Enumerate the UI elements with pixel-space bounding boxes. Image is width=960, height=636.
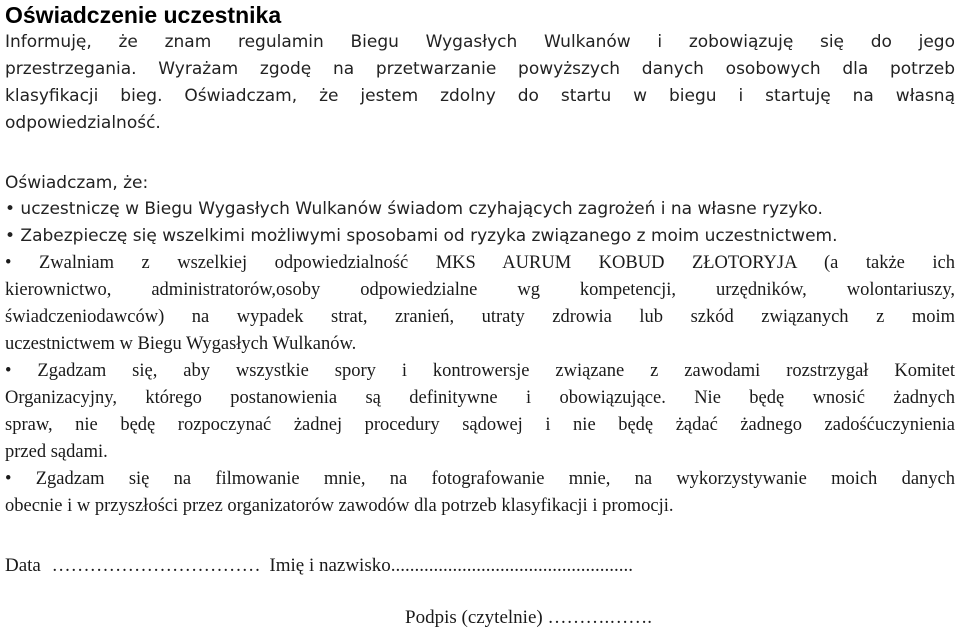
declaration-item-disputes: [5, 358, 955, 466]
list-item-line: obecnie i w przyszłości przez organizatorów zawodów dla potrzeb klasyfikacji i promocji.: [5, 496, 674, 516]
declaration-list: [5, 196, 955, 520]
list-item-line: kierownictwo, administratorów,osoby odpowiedzialne wg kompetencji, urzędników, wolontariuszy,: [5, 280, 955, 300]
signature-field[interactable]: ……….…….: [547, 607, 652, 628]
declaration-heading-text: Oświadczam, że:: [5, 173, 149, 193]
intro-paragraph: [5, 29, 955, 137]
intro-line: klasyfikacji bieg. Oświadczam, że jestem zdolny do startu w biegu i startuję na własną: [5, 86, 955, 106]
list-item: • Zabezpieczę się wszelkimi możliwymi sposobami od ryzyka związanego z moim uczestnictwem.: [5, 226, 838, 246]
list-item-line: • Zgadzam się na filmowanie mnie, na fotografowanie mnie, na wykorzystywanie moich danych: [5, 469, 955, 489]
document-title: Oświadczenie uczestnika: [5, 2, 282, 28]
declaration-heading: [5, 170, 955, 197]
declaration-item-media: [5, 466, 955, 520]
list-item-line: spraw, nie będę rozpoczynać żadnej procedury sądowej i nie będę żądać żadnego zadośćuczynienia: [5, 415, 955, 435]
list-item-line: • Zgadzam się, aby wszystkie spory i kontrowersje związane z zawodami rozstrzygał Komitet: [5, 361, 955, 381]
list-item-line: Organizacyjny, którego postanowienia są definitywne i obowiązujące. Nie będę wnosić żadnych: [5, 388, 955, 408]
date-field[interactable]: ……………………………: [51, 555, 261, 576]
signature-label: Podpis (czytelnie): [405, 607, 543, 628]
signature-row: [405, 604, 652, 632]
list-item-line: • Zwalniam z wszelkiej odpowiedzialność MKS AURUM KOBUD ZŁOTORYJA (a także ich: [5, 253, 955, 273]
list-item: • uczestniczę w Biegu Wygasłych Wulkanów świadom czyhających zagrożeń i na własne ryzyko.: [5, 199, 823, 219]
list-item-line: przed sądami.: [5, 442, 108, 462]
intro-line: Informuję, że znam regulamin Biegu Wygasłych Wulkanów i zobowiązuję się do jego: [5, 32, 955, 52]
name-label: Imię i nazwisko: [269, 555, 391, 576]
declaration-item-risk: [5, 196, 955, 250]
date-name-row: [5, 552, 955, 580]
intro-line: przestrzegania. Wyrażam zgodę na przetwarzanie powyższych danych osobowych dla potrzeb: [5, 59, 955, 79]
name-field[interactable]: ...................................................: [390, 555, 633, 576]
date-label: Data: [5, 555, 41, 576]
list-item-line: uczestnictwem w Biegu Wygasłych Wulkanów.: [5, 334, 357, 354]
list-item-line: świadczeniodawców) na wypadek strat, zranień, utraty zdrowia lub szkód związanych z moim: [5, 307, 955, 327]
intro-line: odpowiedzialność.: [5, 113, 161, 133]
declaration-item-release: [5, 250, 955, 358]
